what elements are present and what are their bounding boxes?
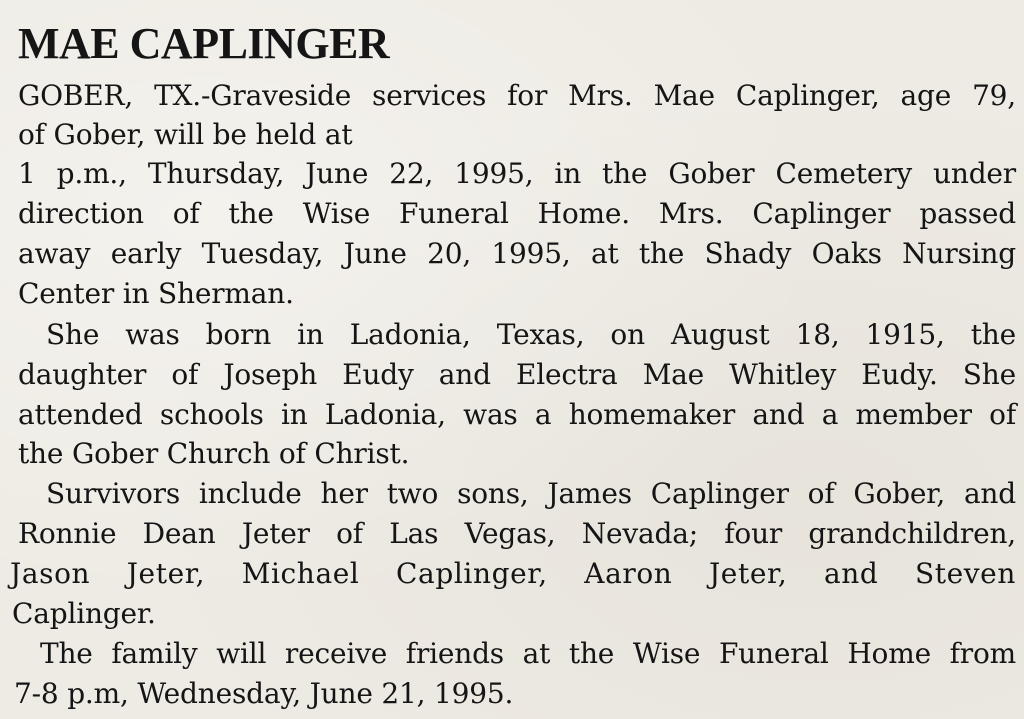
- obituary-line: away early Tuesday, June 20, 1995, at the Shady Oaks Nursing: [18, 237, 1016, 270]
- obituary-line: GOBER, TX.-Graveside services for Mrs. Mae Caplinger, age 79,: [18, 79, 1016, 112]
- obituary-line: The family will receive friends at the Wise Funeral Home from: [40, 637, 1016, 670]
- obituary-line: She was born in Ladonia, Texas, on August 18, 1915, the: [46, 318, 1016, 351]
- obituary-line: attended schools in Ladonia, was a homemaker and a member of: [18, 398, 1016, 431]
- obituary-line: of Gober, will be held at: [18, 118, 353, 151]
- obituary-headline: MAE CAPLINGER: [18, 19, 390, 68]
- obituary-line: Center in Sherman.: [18, 277, 294, 310]
- obituary-line: 7-8 p.m, Wednesday, June 21, 1995.: [14, 677, 514, 710]
- obituary-line: direction of the Wise Funeral Home. Mrs. Caplinger passed: [18, 197, 1016, 230]
- obituary-line: Ronnie Dean Jeter of Las Vegas, Nevada; four grandchildren,: [18, 517, 1016, 550]
- obituary-line: the Gober Church of Christ.: [18, 437, 410, 470]
- obituary-line: 1 p.m., Thursday, June 22, 1995, in the Gober Cemetery under: [18, 157, 1016, 190]
- obituary-line: Jason Jeter, Michael Caplinger, Aaron Jeter, and Steven: [10, 557, 1016, 590]
- obituary-line: Caplinger.: [12, 597, 156, 630]
- obituary-line: daughter of Joseph Eudy and Electra Mae Whitley Eudy. She: [18, 358, 1016, 391]
- obituary-line: Survivors include her two sons, James Caplinger of Gober, and: [46, 477, 1016, 510]
